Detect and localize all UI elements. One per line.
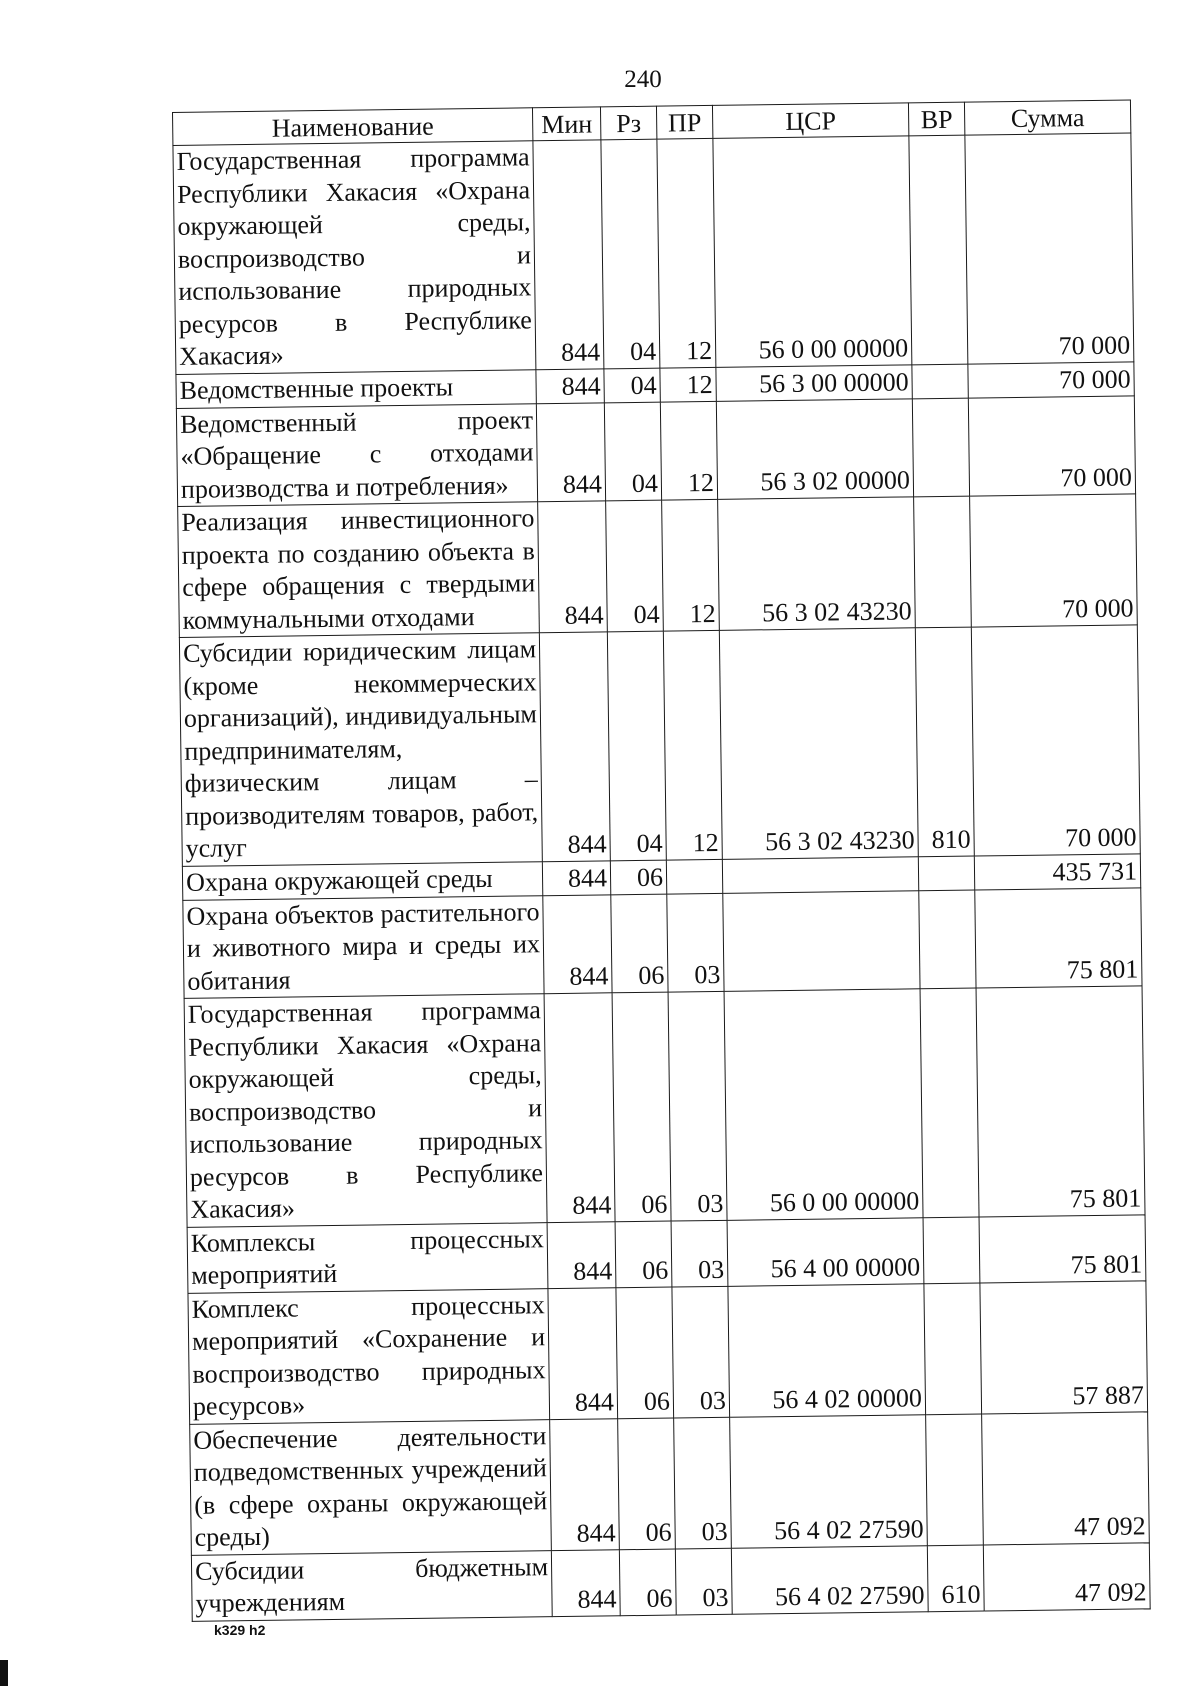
row-name: Государственная программа Республики Хакасия «Охрана окружающей среды, воспроизводство и использование природных ресурсов в Республике Хакасия»	[173, 141, 536, 374]
row-vr	[914, 496, 972, 628]
row-sum: 70 000	[971, 625, 1140, 856]
table-row	[179, 625, 1140, 866]
row-pr: 12	[663, 630, 722, 859]
table-row	[178, 494, 1138, 638]
row-min: 844	[543, 894, 612, 993]
row-rz: 06	[616, 1287, 674, 1419]
row-rz: 06	[612, 992, 671, 1221]
row-csr: 56 4 00 00000	[727, 1217, 924, 1286]
row-name: Реализация инвестиционного проекта по созданию объекта в сфере обращения с твердыми коммунальными отходами	[178, 502, 540, 638]
row-csr: 56 4 02 00000	[728, 1283, 926, 1417]
row-name: Комплексы процессных мероприятий	[187, 1222, 548, 1293]
row-sum: 57 887	[980, 1280, 1148, 1413]
row-name: Комплекс процессных мероприятий «Сохранение и воспроизводство природных ресурсов»	[188, 1288, 550, 1424]
row-min: 844	[539, 632, 610, 861]
row-name: Ведомственные проекты	[176, 369, 536, 408]
table-row	[173, 133, 1134, 374]
row-csr: 56 3 02 43230	[719, 628, 918, 859]
table-row	[188, 1280, 1148, 1424]
row-rz: 06	[610, 860, 666, 895]
row-min: 844	[542, 860, 610, 895]
row-vr	[909, 135, 968, 364]
table-row	[191, 1542, 1150, 1621]
row-min: 844	[538, 501, 608, 633]
row-min: 844	[550, 1418, 620, 1550]
row-csr: 56 0 00 00000	[713, 136, 912, 367]
row-csr: 56 4 02 27590	[731, 1545, 928, 1614]
page-number: 240	[624, 66, 662, 93]
row-min: 844	[536, 402, 605, 501]
row-rz: 04	[601, 139, 660, 368]
row-rz: 04	[604, 402, 661, 501]
row-name: Охрана окружающей среды	[182, 861, 542, 900]
row-min: 844	[544, 993, 615, 1222]
row-vr	[923, 1217, 980, 1284]
row-sum: 47 092	[982, 1411, 1150, 1544]
row-sum: 70 000	[965, 133, 1134, 364]
row-pr: 03	[675, 1548, 732, 1615]
row-name: Охрана объектов растительного и животного мира и среды их обитания	[183, 895, 544, 998]
row-pr: 03	[668, 991, 727, 1220]
row-sum: 70 000	[970, 494, 1138, 627]
row-min: 844	[548, 1287, 618, 1419]
table-row	[176, 395, 1135, 506]
row-rz: 04	[604, 368, 660, 403]
row-name: Ведомственный проект «Обращение с отходами производства и потребления»	[176, 403, 537, 506]
row-pr: 12	[660, 367, 716, 402]
header-rz: Рз	[600, 106, 656, 140]
scan-edge-mark	[0, 1660, 8, 1686]
row-rz: 06	[619, 1549, 676, 1616]
row-pr: 03	[671, 1220, 728, 1287]
row-rz: 04	[607, 631, 666, 860]
row-vr: 810	[915, 627, 974, 856]
row-pr: 03	[667, 893, 724, 992]
row-sum: 70 000	[968, 361, 1134, 397]
row-name: Обеспечение деятельности подведомственных учреждений (в сфере охраны окружающей среды)	[190, 1419, 552, 1555]
footer-code: k329 h2	[214, 1622, 266, 1638]
row-pr: 12	[657, 138, 716, 367]
budget-table-sheet	[172, 99, 1150, 1621]
row-pr: 12	[660, 401, 717, 500]
table-row	[187, 1214, 1146, 1293]
header-sum: Сумма	[964, 100, 1130, 135]
row-csr: 56 3 00 00000	[716, 364, 912, 401]
row-vr	[919, 890, 976, 989]
row-rz: 06	[618, 1418, 676, 1550]
row-vr	[920, 988, 979, 1217]
row-vr: 610	[927, 1545, 984, 1612]
row-sum: 75 801	[979, 1214, 1146, 1282]
row-pr: 12	[662, 499, 720, 631]
header-csr: ЦСР	[712, 103, 908, 139]
row-vr	[918, 856, 974, 891]
row-csr: 56 3 02 00000	[716, 398, 913, 499]
row-sum: 75 801	[975, 887, 1142, 988]
row-sum: 75 801	[976, 986, 1145, 1217]
row-sum: 435 731	[974, 853, 1140, 889]
row-rz: 04	[606, 500, 664, 632]
row-csr: 56 0 00 00000	[724, 989, 923, 1220]
row-csr: 56 3 02 43230	[718, 497, 916, 631]
row-csr: 56 4 02 27590	[730, 1414, 928, 1548]
row-vr	[912, 398, 969, 497]
row-pr: 03	[672, 1286, 730, 1418]
row-min: 844	[533, 140, 604, 369]
table-row	[190, 1411, 1150, 1555]
row-vr	[926, 1414, 984, 1546]
row-sum: 70 000	[968, 395, 1135, 496]
row-csr	[723, 890, 920, 991]
row-min: 844	[547, 1221, 616, 1288]
budget-table	[172, 99, 1151, 1621]
row-csr	[722, 856, 918, 893]
row-min: 844	[536, 368, 604, 403]
row-pr: 03	[674, 1417, 732, 1549]
row-vr	[924, 1283, 982, 1415]
row-name: Субсидии бюджетным учреждениям	[191, 1550, 552, 1621]
row-pr	[666, 859, 722, 894]
row-sum: 47 092	[983, 1542, 1150, 1610]
row-vr	[912, 364, 968, 399]
row-name: Субсидии юридическим лицам (кроме некоммерческих организаций), индивидуальным предпринимателям, физическим лицам – производителям товаров, работ, услуг	[179, 633, 542, 866]
table-row	[183, 887, 1142, 998]
header-vr: ВР	[908, 102, 964, 136]
row-rz: 06	[611, 894, 668, 993]
header-name: Наименование	[173, 108, 533, 146]
header-min: Мин	[532, 107, 600, 141]
row-rz: 06	[615, 1221, 672, 1288]
row-min: 844	[551, 1549, 620, 1616]
row-name: Государственная программа Республики Хакасия «Охрана окружающей среды, воспроизводство и использование природных ресурсов в Республике Хакасия»	[184, 994, 547, 1227]
table-row	[184, 986, 1145, 1227]
header-pr: ПР	[656, 105, 712, 139]
